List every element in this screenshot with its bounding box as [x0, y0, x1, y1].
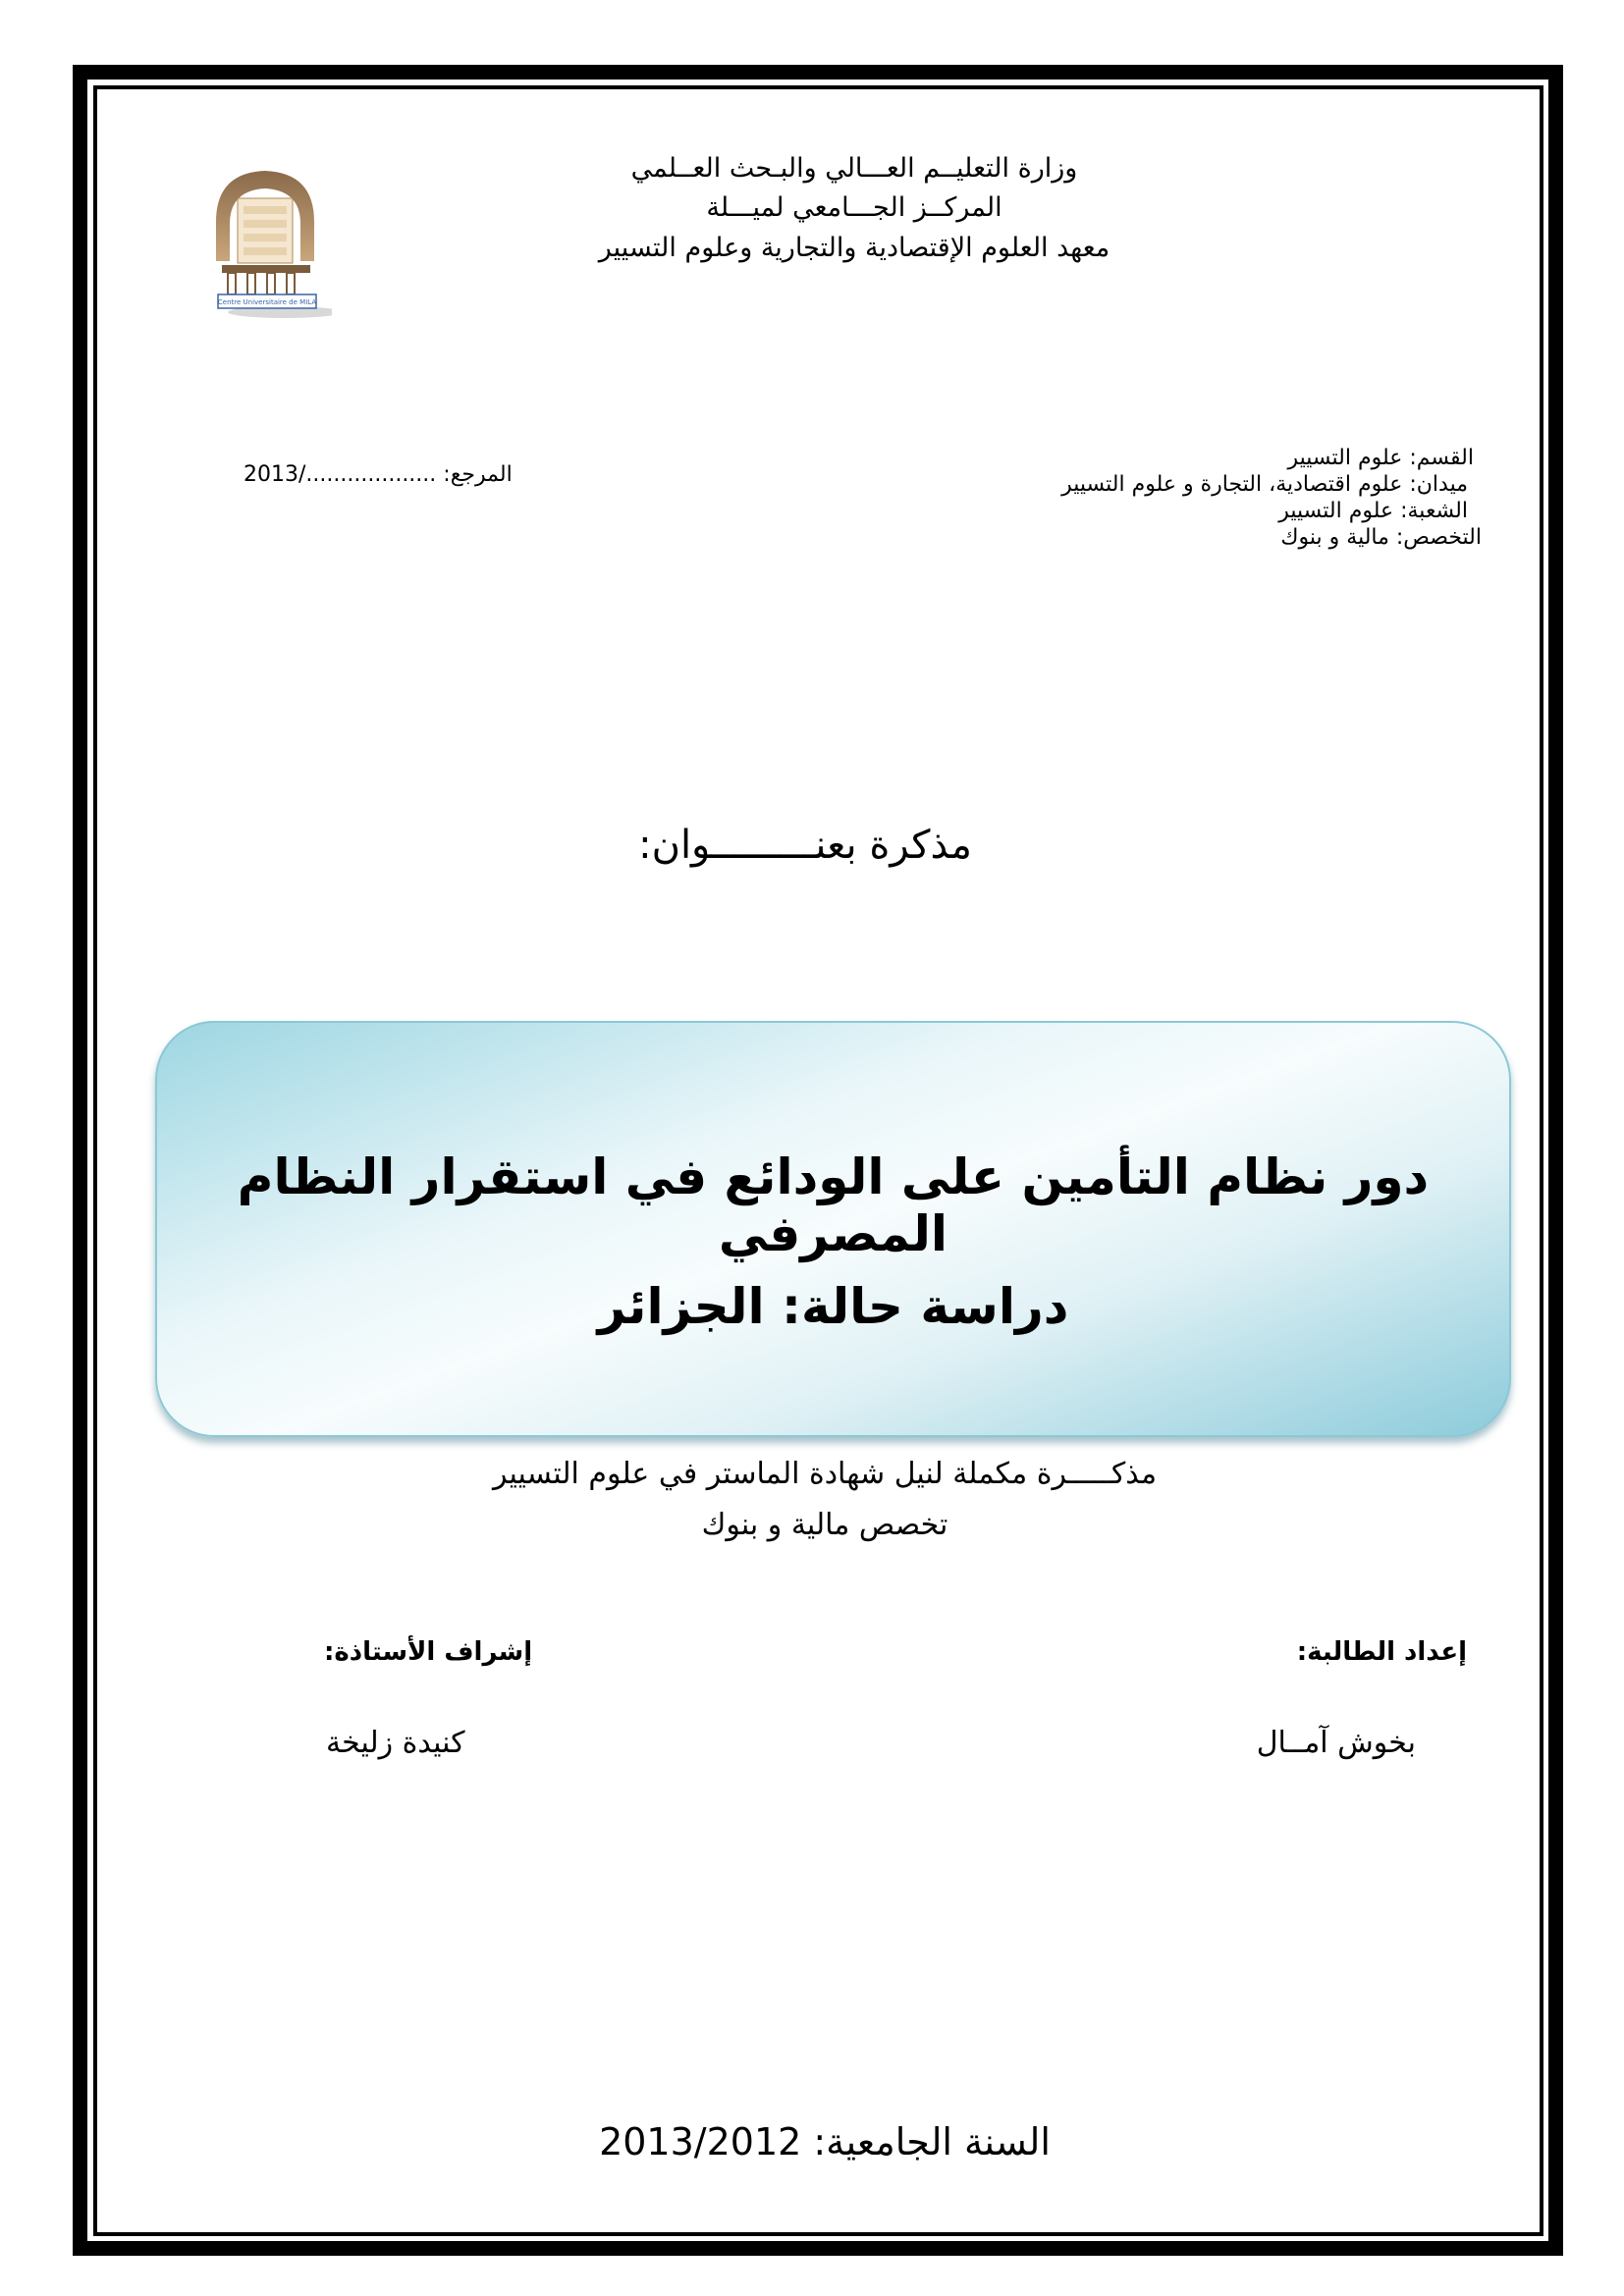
memo-heading: مذكرة بعنـــــــــوان: — [638, 823, 972, 868]
degree-line: مذكـــــرة مكملة لنيل شهادة الماستر في علوم التسيير — [492, 1457, 1158, 1491]
institute-line: معهد العلوم الإقتصادية والتجارية وعلوم التسيير — [598, 233, 1110, 263]
ministry-line: وزارة التعليــم العـــالي والبـحث العــلمي — [630, 153, 1078, 184]
case-study-title: دراسة حالة: الجزائر — [597, 1278, 1069, 1335]
reference-label: المرجع: — [443, 462, 513, 487]
specialty-line: التخصص: مالية و بنوك — [1280, 525, 1482, 550]
student-name: بخوش آمــال — [1256, 1726, 1416, 1760]
supervisor-label: إشراف الأستاذة: — [324, 1637, 533, 1667]
supervisor-name: كنيدة زليخة — [326, 1726, 465, 1760]
academic-year: السنة الجامعية: 2013/2012 — [599, 2120, 1051, 2163]
branch-line: الشعبة: علوم التسيير — [1278, 499, 1468, 523]
title-box — [155, 1021, 1511, 1437]
specialty-subtitle-line: تخصص مالية و بنوك — [701, 1508, 948, 1542]
reference-line — [244, 462, 513, 487]
thesis-title: دور نظام التأمين على الودائع في استقرار النظام المصرفي — [237, 1148, 1430, 1262]
logo-caption: Centre Universitaire de MILA — [217, 298, 317, 306]
student-label: إعداد الطالبة: — [1296, 1637, 1467, 1667]
reference-value: .................../2013 — [244, 462, 437, 487]
university-logo-icon — [204, 163, 332, 320]
department-line: القسم: علوم التسيير — [1287, 446, 1474, 470]
field-line: ميدان: علوم اقتصادية، التجارة و علوم التسيير — [1061, 472, 1468, 497]
university-center-line: المركــز الجـــامعي لميـــلة — [706, 192, 1002, 223]
meta-block — [1061, 445, 1482, 551]
